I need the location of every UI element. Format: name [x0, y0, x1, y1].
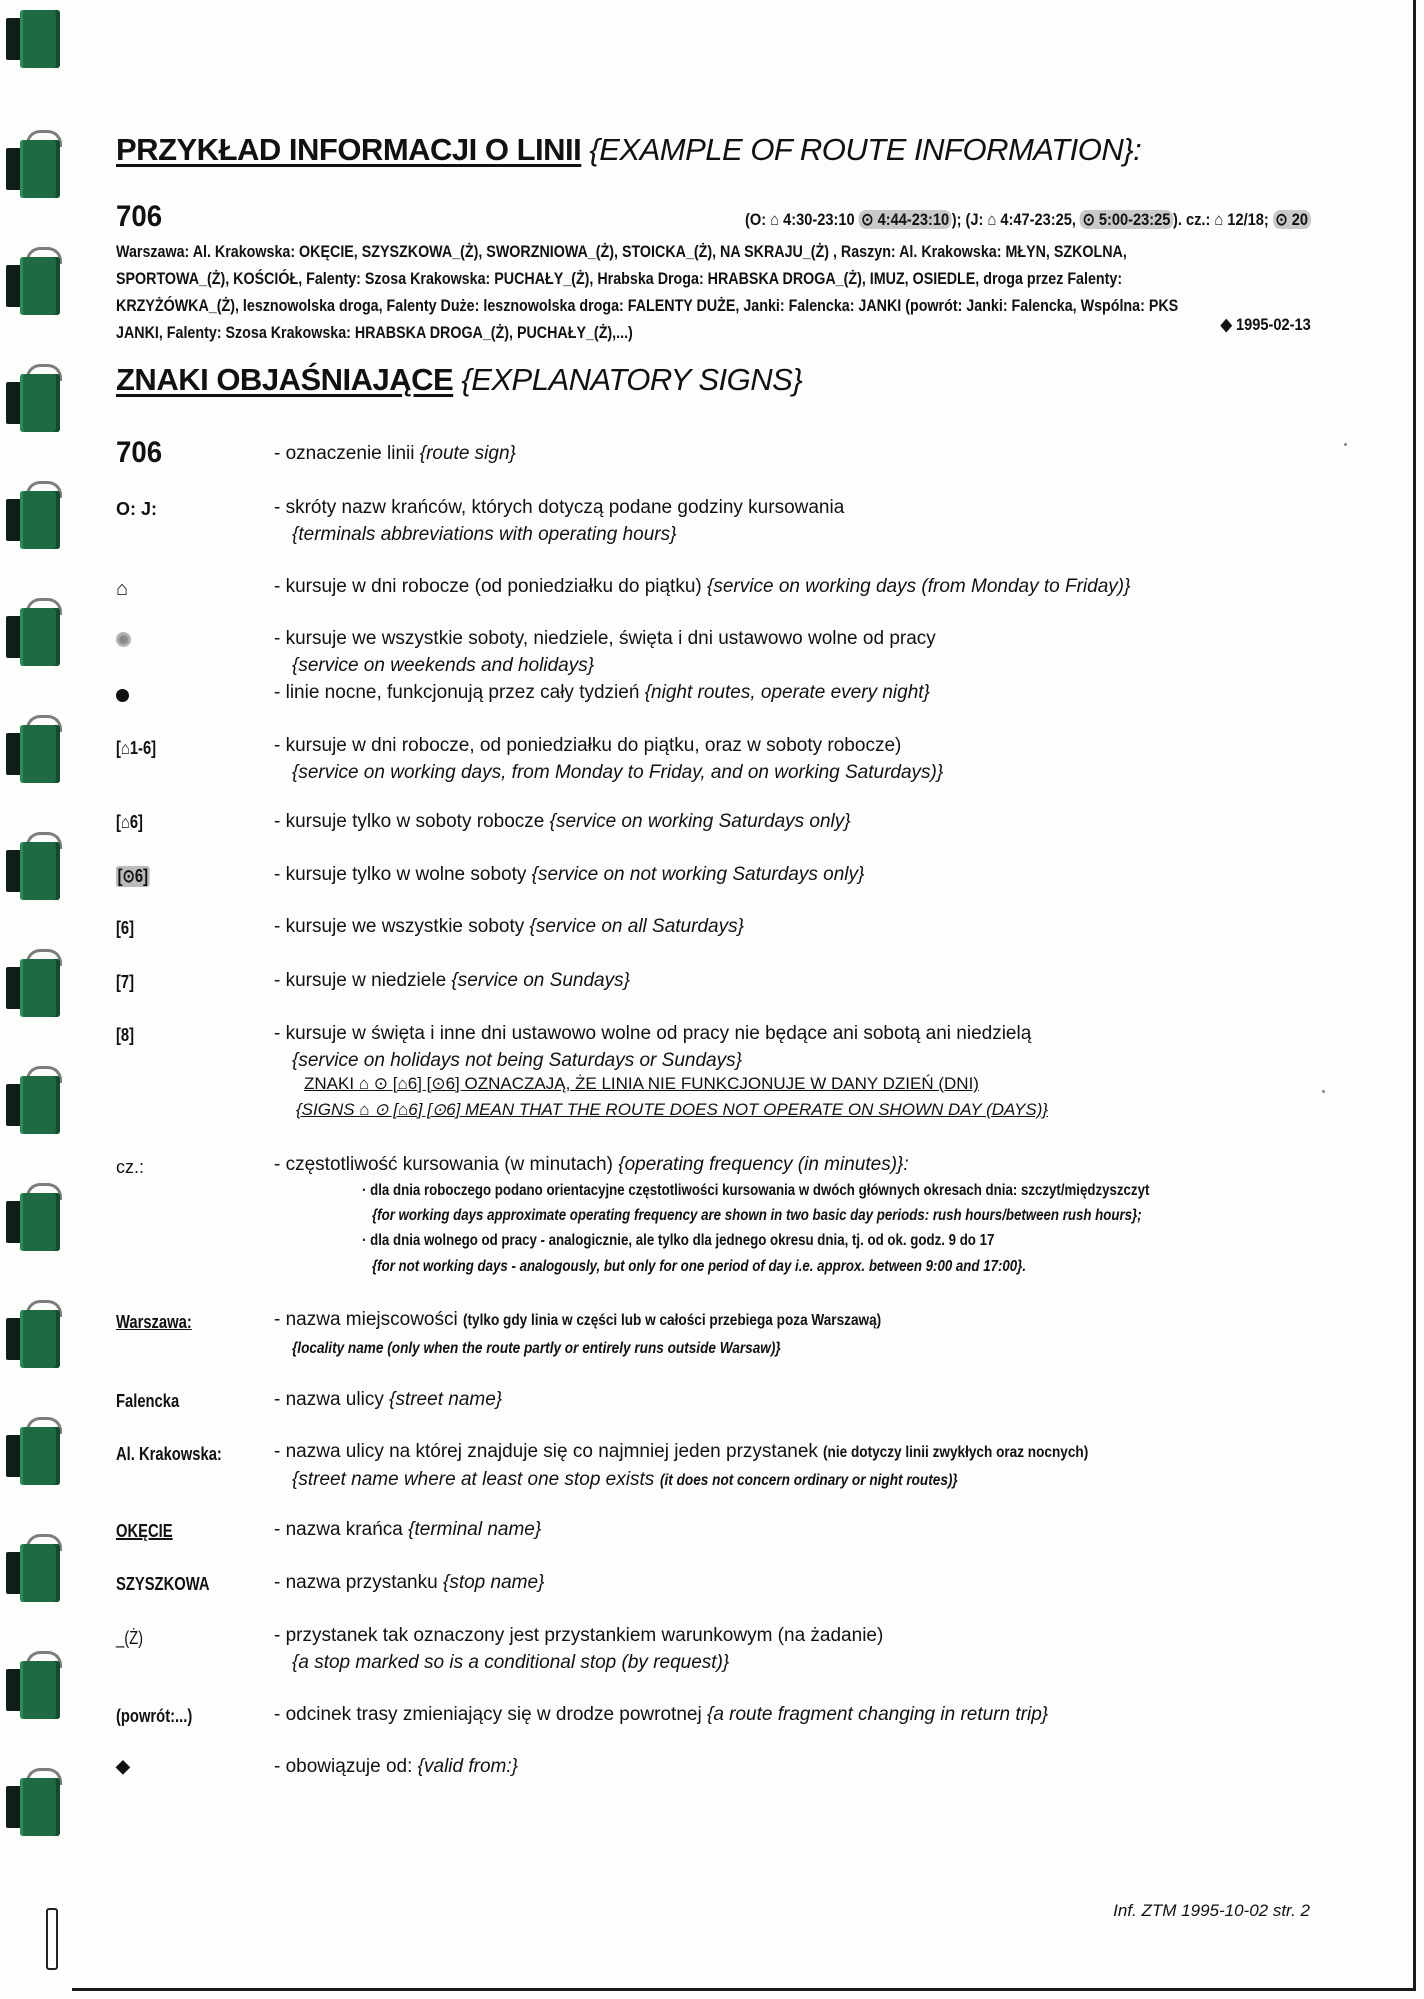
route-hours: (O: ⌂ 4:30-23:10 ⊙ 4:44-23:10 ); (J: ⌂ 4:47-23:25, ⊙ 5:00-23:25 ). cz.: ⌂ 12/18; ⊙ 20: [745, 210, 1311, 230]
sign-desc-working-1-6: - kursuje w dni robocze, od poniedziałku do piątku, oraz w soboty robocze) {service on working days, from Monday to Friday, and on working Saturdays)}: [274, 735, 944, 783]
binding-ring: [6, 959, 62, 1017]
binding-ring: [6, 10, 62, 68]
frequency-free-days: · dla dnia wolnego od pracy - analogicznie, ale tylko dla jednego okresu dnia, tj. od ok. godz. 9 do 17: [362, 1232, 995, 1249]
sign-desc-weekends: - kursuje we wszystkie soboty, niedziele, święta i dni ustawowo wolne od pracy {service on weekends and holidays}: [274, 628, 936, 676]
sign-desc-street-with-stop: - nazwa ulicy na której znajduje się co najmniej jeden przystanek (nie dotyczy linii zwykłych oraz nocnych) {street name where at least one stop exists (it does not concern ordinary or night routes)}: [274, 1441, 1089, 1490]
frequency-working-days: · dla dnia roboczego podano orientacyjne częstotliwości kursowania w dwóch głównych okresach dnia: szczyt/międzyszczyt: [362, 1182, 1150, 1199]
route-line: Warszawa: Al. Krakowska: OKĘCIE, SZYSZKOWA_(Ż), SWORZNIOWA_(Ż), STOICKA_(Ż), NA SKRAJU_(Ż) , Raszyn: Al. Krakowska: MŁYN, SZKOLNA,: [116, 242, 1127, 261]
binding-ring: [6, 1076, 62, 1134]
heading-route-info-en: {EXAMPLE OF ROUTE INFORMATION}: [589, 132, 1134, 167]
note-not-operating-en: {SIGNS ⌂ ⊙ [⌂6] [⊙6] MEAN THAT THE ROUTE DOES NOT OPERATE ON SHOWN DAY (DAYS)}: [296, 1100, 1049, 1119]
route-description: [116, 238, 1310, 346]
sign-symbol-sundays: [7]: [116, 972, 135, 992]
binding-ring: [6, 140, 62, 198]
speck: [1322, 1090, 1325, 1093]
sign-desc-locality: - nazwa miejscowości (tylko gdy linia w części lub w całości przebiega poza Warszawą) {locality name (only when the route partly or entirely runs outside Warsaw)}: [274, 1309, 882, 1357]
weekend-icon: [116, 630, 131, 651]
heading-route-info-pl: PRZYKŁAD INFORMACJI O LINII: [116, 132, 582, 167]
sign-symbol-frequency: cz.:: [116, 1157, 145, 1177]
sign-desc-free-saturday: - kursuje tylko w wolne soboty {service on not working Saturdays only}: [274, 864, 865, 885]
sign-symbol-working-saturday: [⌂6]: [116, 812, 143, 832]
heading-explanatory-signs: [116, 362, 802, 398]
sign-desc-street: - nazwa ulicy {street name}: [274, 1389, 503, 1410]
diamond-icon: ◆: [116, 1756, 130, 1776]
binding-ring: [6, 257, 62, 315]
route-line: KRZYŻÓWKA_(Ż), lesznowolska droga, Falenty Duże: lesznowolska droga: FALENTY DUŻE, Janki: Falencka: JANKI (powrót: Janki: Falencka, Wspólna: PKS: [116, 296, 1179, 315]
sign-desc-return-trip: - odcinek trasy zmieniający się w drodze powrotnej {a route fragment changing in return trip}: [274, 1704, 1049, 1725]
binding-ring: [6, 1310, 62, 1368]
heading-signs-en: {EXPLANATORY SIGNS}: [461, 362, 803, 397]
sign-desc-holidays: - kursuje w święta i inne dni ustawowo wolne od pracy nie będące ani sobotą ani niedzielą {service on holidays not being Saturdays or Sundays}: [274, 1023, 1032, 1071]
sign-desc-night: - linie nocne, funkcjonują przez cały tydzień {night routes, operate every night}: [274, 682, 930, 703]
route-valid-from: ◆ 1995-02-13: [1220, 315, 1311, 334]
frequency-working-days-en: {for working days approximate operating frequency are shown in two basic day periods: rush hours/between rush hours};: [372, 1207, 1142, 1224]
binding-ring: [6, 374, 62, 432]
sign-symbol-street-with-stop: Al. Krakowska:: [116, 1444, 222, 1464]
sign-symbol-stop: SZYSZKOWA: [116, 1574, 210, 1594]
sign-desc-sundays: - kursuje w niedziele {service on Sundays}: [274, 970, 630, 991]
sign-desc-valid-from: - obowiązuje od: {valid from:}: [274, 1756, 518, 1777]
sign-symbol-locality: Warszawa:: [116, 1312, 192, 1332]
binding-ring: [6, 725, 62, 783]
heading-route-info: PRZYKŁAD INFORMACJI O LINII {EXAMPLE OF ROUTE INFORMATION}:: [116, 132, 1142, 167]
sign-desc-route: - oznaczenie linii {route sign}: [274, 443, 516, 464]
sign-desc-terminal: - nazwa krańca {terminal name}: [274, 1519, 542, 1540]
binding-ring: [6, 491, 62, 549]
sign-symbol-route: 706: [116, 436, 163, 469]
sign-symbol-terminals: O: J:: [116, 499, 158, 519]
page-footer: Inf. ZTM 1995-10-02 str. 2: [1113, 1901, 1310, 1920]
sign-symbol-terminal: OKĘCIE: [116, 1521, 173, 1541]
heading-signs-pl: ZNAKI OBJAŚNIAJĄCE: [116, 362, 454, 397]
sign-desc-all-saturdays: - kursuje we wszystkie soboty {service on all Saturdays}: [274, 916, 744, 937]
binding-ring: [6, 1661, 62, 1719]
sign-symbol-return-trip: (powrót:...): [116, 1706, 193, 1726]
binding-ring: [6, 1544, 62, 1602]
note-not-operating-pl: ZNAKI ⌂ ⊙ [⌂6] [⊙6] OZNACZAJĄ, ŻE LINIA NIE FUNKCJONUJE W DANY DZIEŃ (DNI): [304, 1074, 979, 1093]
route-line: SPORTOWA_(Ż), KOŚCIÓŁ, Falenty: Szosa Krakowska: PUCHAŁY_(Ż), Hrabska Droga: HRABSKA DROGA_(Ż), IMUZ, OSIEDLE, droga przez Falenty:: [116, 269, 1123, 288]
sign-desc-frequency: - częstotliwość kursowania (w minutach) {operating frequency (in minutes)}:: [274, 1154, 909, 1175]
sign-desc-stop: - nazwa przystanku {stop name}: [274, 1572, 545, 1593]
sign-symbol-working-1-6: [⌂1-6]: [116, 738, 157, 758]
sign-symbol-holidays: [8]: [116, 1025, 135, 1045]
binding-ring: [6, 608, 62, 666]
night-route-icon: [116, 686, 129, 707]
sign-desc-terminals: - skróty nazw krańców, których dotyczą podane godziny kursowania {terminals abbreviations with operating hours}: [274, 497, 845, 545]
sign-symbol-all-saturdays: [6]: [116, 918, 135, 938]
spiral-binding: [0, 0, 70, 1999]
working-day-icon: ⌂: [116, 578, 129, 600]
route-number: 706: [116, 200, 163, 233]
binding-ring: [6, 1193, 62, 1251]
sign-desc-working-saturday: - kursuje tylko w soboty robocze {service on working Saturdays only}: [274, 811, 851, 832]
route-line: JANKI, Falenty: Szosa Krakowska: HRABSKA DROGA_(Ż), PUCHAŁY_(Ż),...): [116, 323, 633, 342]
binding-ring: [6, 1908, 62, 1966]
binding-ring: [6, 842, 62, 900]
binding-ring: [6, 1427, 62, 1485]
sign-symbol-free-saturday: [⊙6]: [117, 866, 149, 886]
route-example: [116, 200, 1311, 346]
binding-ring: [6, 1778, 62, 1836]
sign-symbol-street: Falencka: [116, 1391, 180, 1411]
sign-desc-working-days: - kursuje w dni robocze (od poniedziałku do piątku) {service on working days (from Monday to Friday)}: [274, 576, 1131, 597]
speck: [1344, 443, 1347, 446]
sign-desc-conditional-stop: - przystanek tak oznaczony jest przystankiem warunkowym (na żadanie) {a stop marked so is a conditional stop (by request)}: [274, 1625, 884, 1673]
sign-symbol-conditional-stop: _(Ż): [116, 1628, 144, 1648]
frequency-free-days-en: {for not working days - analogously, but only for one period of day i.e. approx. between 9:00 and 17:00}.: [372, 1258, 1027, 1275]
